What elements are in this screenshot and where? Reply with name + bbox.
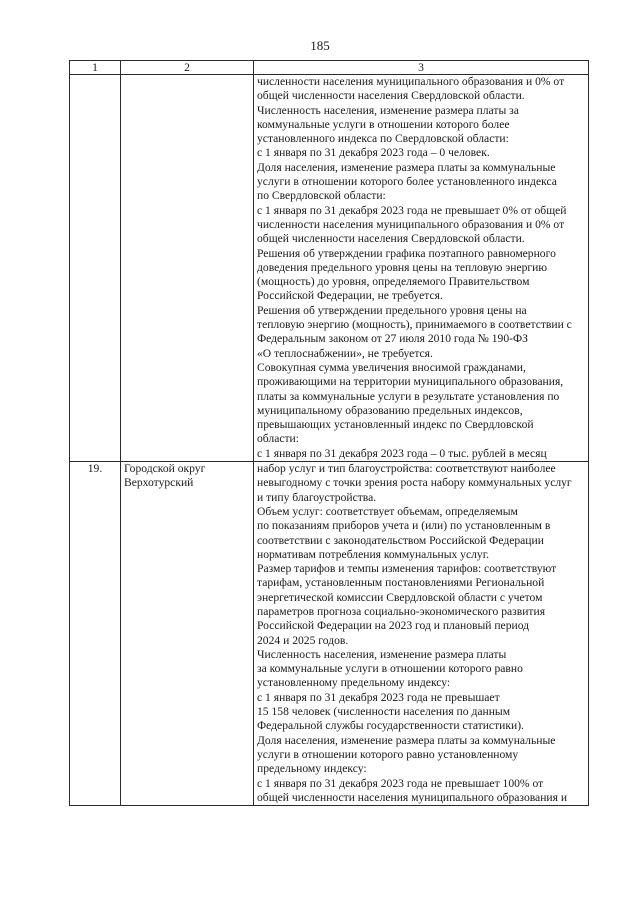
header-col-2: 2 — [121, 61, 254, 75]
text-line: параметров прогноза социально-экономического развития — [257, 604, 546, 618]
text-line: соответствии с законодательством Российской Федерации — [257, 533, 544, 547]
text-line: с 1 января по 31 декабря 2023 года не превышает 100% от — [257, 776, 544, 790]
text-line: услуги в отношении которого равно установленному — [257, 747, 519, 761]
text-line: области: — [257, 432, 299, 446]
text-line: доведения предельного уровня цены на тепловую энергию — [257, 260, 548, 274]
text-line: услуги в отношении которого более установленного индекса — [257, 175, 557, 189]
text-line: по Свердловской области: — [257, 189, 386, 203]
text-line: численности населения муниципального образования и 0% от — [257, 75, 565, 88]
text-line: превышающих установленный индекс по Свердловской — [257, 418, 534, 432]
text-line: Верхотурский — [124, 476, 194, 490]
text-line: с 1 января по 31 декабря 2023 года – 0 человек. — [257, 146, 490, 160]
header-col-3: 3 — [254, 61, 589, 75]
row-text — [254, 462, 589, 806]
text-line: и типу благоустройства. — [257, 490, 377, 504]
text-line: Доля населения, изменение размера платы за коммунальные — [257, 160, 556, 174]
row-number: 19. — [70, 462, 121, 806]
text-line: проживающими на территории муниципального образования, — [257, 375, 564, 389]
text-line: Доля населения, изменение размера платы за коммунальные — [257, 733, 556, 747]
document-table — [69, 60, 589, 806]
row-number — [70, 75, 121, 462]
text-line: муниципальному образованию предельных индексов, — [257, 403, 523, 417]
text-line: по показаниям приборов учета и (или) по установленным в — [257, 519, 551, 533]
text-line: с 1 января по 31 декабря 2023 года не превышает — [257, 690, 500, 704]
table-row — [70, 75, 589, 462]
text-line: общей численности населения Свердловской области. — [257, 232, 525, 246]
municipality-name — [121, 462, 254, 806]
text-line: Численность населения, изменение размера платы за — [257, 103, 519, 117]
text-line: Решения об утверждении предельного уровня цены на — [257, 303, 527, 317]
page-number: 185 — [310, 38, 330, 53]
table-row — [70, 462, 589, 806]
municipality-name — [121, 75, 254, 462]
text-line: Объем услуг: соответствует объемам, определяемым — [257, 504, 518, 518]
text-line: общей численности населения Свердловской области. — [257, 89, 525, 103]
text-line: Федеральной службы государственности статистики). — [257, 719, 524, 733]
text-line: 15 158 человек (численности населения по данным — [257, 705, 511, 719]
row-text — [254, 75, 589, 462]
table-header-row — [70, 61, 589, 75]
text-line: установленного индекса по Свердловской области: — [257, 132, 509, 146]
text-line: платы за коммунальные услуги в результате установления по — [257, 389, 560, 403]
text-line: энергетической комиссии Свердловской области с учетом — [257, 590, 543, 604]
text-line: численности населения муниципального образования и 0% от — [257, 217, 565, 231]
text-line: за коммунальные услуги в отношении которого равно — [257, 662, 523, 676]
text-line: общей численности населения муниципального образования и — [257, 790, 568, 804]
text-line: Размер тарифов и темпы изменения тарифов: соответствуют — [257, 562, 557, 576]
text-line: Решения об утверждении графика поэтапного равномерного — [257, 246, 556, 260]
text-line: с 1 января по 31 декабря 2023 года не превышает 0% от общей — [257, 203, 567, 217]
text-line: Городской округ — [124, 462, 206, 476]
text-line: невыгодному с точки зрения роста набору коммунальных услуг — [257, 476, 572, 490]
text-line: Численность населения, изменение размера платы — [257, 647, 507, 661]
header-col-1: 1 — [70, 61, 121, 75]
text-line: 2024 и 2025 годов. — [257, 633, 349, 647]
text-line: предельному индексу: — [257, 762, 367, 776]
text-line: «О теплоснабжении», не требуется. — [257, 346, 433, 360]
text-line: нормативам потребления коммунальных услуг. — [257, 547, 490, 561]
text-line: коммунальные услуги в отношении которого более — [257, 117, 510, 131]
text-line: установленному предельному индексу: — [257, 676, 451, 690]
text-line: тарифам, установленным постановлениями Региональной — [257, 576, 545, 590]
text-line: (мощность) до уровня, определяемого Правительством — [257, 275, 530, 289]
text-line: Федеральным законом от 27 июля 2010 года № 190-ФЗ — [257, 332, 528, 346]
text-line: набор услуг и тип благоустройства: соответствуют наиболее — [257, 462, 556, 476]
text-line: Российской Федерации, не требуется. — [257, 289, 443, 303]
text-line: Совокупная сумма увеличения вносимой гражданами, — [257, 360, 526, 374]
text-line: Российской Федерации на 2023 год и плановый период — [257, 619, 530, 633]
text-line: тепловую энергию (мощность), принимаемого в соответствии с — [257, 318, 572, 332]
text-line: с 1 января по 31 декабря 2023 года – 0 тыс. рублей в месяц — [257, 446, 547, 460]
